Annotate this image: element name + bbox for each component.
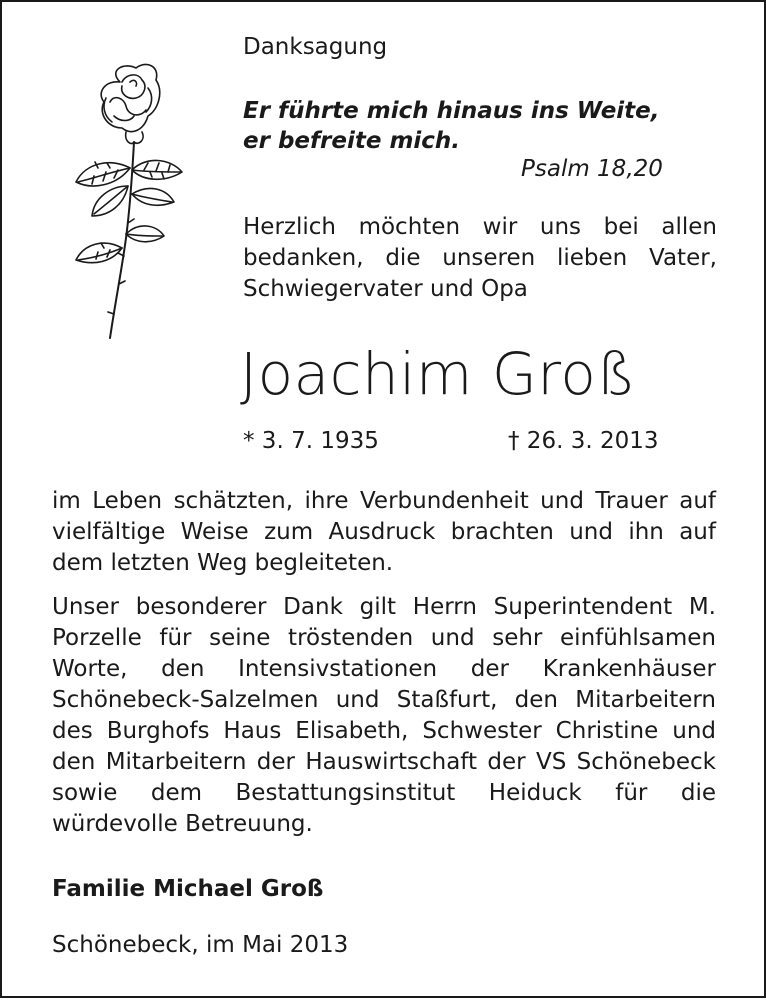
birth-date: * 3. 7. 1935 (243, 428, 379, 454)
quote-line-2: er befreite mich. (243, 128, 461, 154)
rose-icon (48, 58, 198, 350)
intro-text: Herzlich möchten wir uns bei allen bedanken, die unseren lieben Vater, Schwiegervater und Opa (243, 214, 717, 302)
thanks-paragraph-2: Unser besonderer Dank gilt Herrn Superintendent M. Porzelle für seine tröstenden und sehr einfühlsamen Worte, den Intensivstationen der Krankenhäuser Schönebeck-Salzelmen und Staßfurt, den Mitarbeitern des Burghofs Haus Elisabeth, Schwester Christine und den Mitarbeitern der Hauswirtschaft der VS Schönebeck sowie dem Bestattungsinstitut Heiduck für die würdevolle Betreuung. (52, 594, 716, 837)
thanks-paragraph-1: im Leben schätzten, ihre Verbundenheit und Trauer auf vielfältige Weise zum Ausdruck brachten und ihn auf dem letzten Weg begleiteten. (52, 488, 716, 576)
signature: Familie Michael Groß (52, 876, 324, 902)
bible-quote (243, 96, 660, 156)
place-date: Schönebeck, im Mai 2013 (52, 932, 349, 958)
notice-heading: Danksagung (243, 34, 388, 60)
deceased-name: Joachim Groß (240, 340, 637, 408)
quote-line-1: Er führte mich hinaus ins Weite, (243, 98, 660, 124)
death-date: † 26. 3. 2013 (508, 428, 659, 454)
quote-source: Psalm 18,20 (521, 156, 663, 182)
